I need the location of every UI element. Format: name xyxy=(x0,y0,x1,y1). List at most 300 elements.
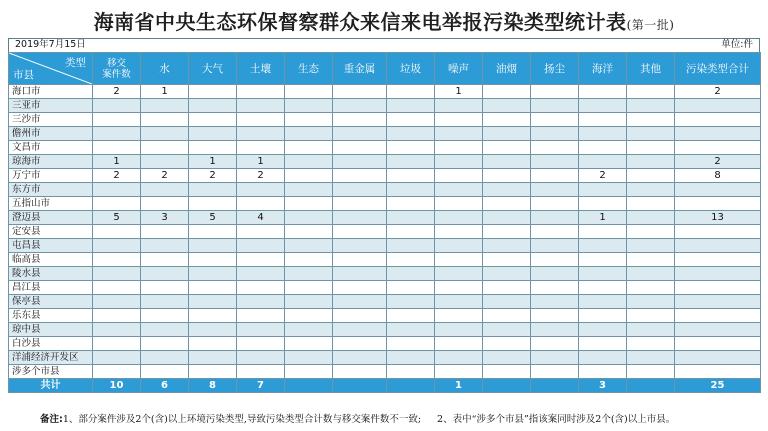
table-cell xyxy=(93,267,141,281)
total-cell: 1 xyxy=(435,379,483,393)
table-cell xyxy=(93,323,141,337)
table-cell xyxy=(579,281,627,295)
table-cell xyxy=(579,309,627,323)
table-cell xyxy=(141,99,189,113)
table-cell xyxy=(333,253,387,267)
table-cell xyxy=(285,295,333,309)
table-row xyxy=(9,197,761,211)
table-cell xyxy=(579,323,627,337)
table-row xyxy=(9,253,761,267)
table-row xyxy=(9,85,761,99)
table-cell xyxy=(483,141,531,155)
table-cell xyxy=(285,365,333,379)
table-cell xyxy=(483,225,531,239)
table-cell: 1 xyxy=(579,211,627,225)
table-row xyxy=(9,183,761,197)
table-cell xyxy=(189,141,237,155)
table-cell xyxy=(387,169,435,183)
row-city: 昌江县 xyxy=(9,281,93,295)
row-city: 定安县 xyxy=(9,225,93,239)
col-header: 其他 xyxy=(627,53,675,85)
col-header: 土壤 xyxy=(237,53,285,85)
col-header: 生态 xyxy=(285,53,333,85)
row-city: 涉多个市县 xyxy=(9,365,93,379)
table-cell xyxy=(189,113,237,127)
row-city: 三亚市 xyxy=(9,99,93,113)
table-cell: 1 xyxy=(141,85,189,99)
table-cell xyxy=(189,253,237,267)
table-cell xyxy=(333,267,387,281)
table-cell: 2 xyxy=(189,169,237,183)
header-diagonal-cell xyxy=(9,53,93,85)
table-row xyxy=(9,365,761,379)
table-cell xyxy=(237,113,285,127)
table-cell xyxy=(483,365,531,379)
table-cell xyxy=(387,337,435,351)
footnote-item-2: 2、表中“涉多个市县”指该案同时涉及2个(含)以上市县。 xyxy=(437,414,676,425)
table-cell xyxy=(333,183,387,197)
table-cell xyxy=(387,239,435,253)
row-city: 临高县 xyxy=(9,253,93,267)
table-cell xyxy=(189,225,237,239)
table-cell xyxy=(579,239,627,253)
table-cell xyxy=(627,127,675,141)
table-cell xyxy=(237,239,285,253)
table-cell xyxy=(237,281,285,295)
table-cell xyxy=(387,323,435,337)
total-label: 共计 xyxy=(9,379,93,393)
total-cell: 3 xyxy=(579,379,627,393)
table-cell xyxy=(483,127,531,141)
table-cell xyxy=(531,155,579,169)
table-cell xyxy=(333,127,387,141)
table-cell xyxy=(387,309,435,323)
table-cell: 1 xyxy=(189,155,237,169)
table-cell xyxy=(387,351,435,365)
table-cell xyxy=(93,183,141,197)
table-cell xyxy=(675,309,761,323)
table-cell xyxy=(675,351,761,365)
table-cell xyxy=(675,281,761,295)
table-cell xyxy=(141,365,189,379)
table-cell xyxy=(333,351,387,365)
col-header: 大气 xyxy=(189,53,237,85)
table-cell xyxy=(387,253,435,267)
table-cell xyxy=(675,253,761,267)
total-cell xyxy=(333,379,387,393)
table-cell xyxy=(483,351,531,365)
table-cell xyxy=(435,295,483,309)
table-cell xyxy=(189,239,237,253)
table-cell xyxy=(237,337,285,351)
table-cell xyxy=(237,197,285,211)
table-cell: 2 xyxy=(579,169,627,183)
table-cell xyxy=(237,99,285,113)
table-cell xyxy=(387,365,435,379)
table-cell xyxy=(387,113,435,127)
table-cell xyxy=(333,225,387,239)
table-cell xyxy=(483,99,531,113)
table-cell xyxy=(93,197,141,211)
total-cell: 6 xyxy=(141,379,189,393)
table-cell xyxy=(333,141,387,155)
table-cell xyxy=(285,239,333,253)
table-cell xyxy=(675,365,761,379)
table-cell xyxy=(387,197,435,211)
table-cell xyxy=(531,337,579,351)
table-cell xyxy=(483,211,531,225)
table-cell xyxy=(675,127,761,141)
table-cell xyxy=(237,295,285,309)
table-cell xyxy=(579,365,627,379)
table-cell xyxy=(141,155,189,169)
table-cell xyxy=(675,337,761,351)
table-cell xyxy=(531,211,579,225)
row-city: 五指山市 xyxy=(9,197,93,211)
table-cell xyxy=(627,99,675,113)
table-cell xyxy=(531,197,579,211)
col-header-line: 移交 xyxy=(106,57,126,69)
table-cell xyxy=(627,169,675,183)
table-cell xyxy=(627,211,675,225)
total-cell xyxy=(627,379,675,393)
footnote xyxy=(40,411,768,425)
table-cell xyxy=(435,351,483,365)
table-cell xyxy=(285,211,333,225)
table-cell xyxy=(483,281,531,295)
header-type-label: 类型 xyxy=(65,57,86,69)
total-cell xyxy=(387,379,435,393)
table-cell xyxy=(675,99,761,113)
table-cell xyxy=(333,197,387,211)
table-cell xyxy=(189,323,237,337)
table-cell xyxy=(93,239,141,253)
table-row xyxy=(9,211,761,225)
table-cell xyxy=(483,169,531,183)
table-cell xyxy=(579,225,627,239)
table-cell xyxy=(189,295,237,309)
table-cell xyxy=(627,239,675,253)
table-cell xyxy=(483,155,531,169)
table-cell xyxy=(141,295,189,309)
table-cell xyxy=(285,323,333,337)
total-cell: 7 xyxy=(237,379,285,393)
table-cell: 2 xyxy=(675,85,761,99)
table-cell xyxy=(285,141,333,155)
table-cell xyxy=(627,85,675,99)
footnote-item-1: 1、部分案件涉及2个(含)以上环境污染类型,导致污染类型合计数与移交案件数不一致; xyxy=(62,414,422,425)
table-cell xyxy=(627,309,675,323)
table-cell xyxy=(387,267,435,281)
table-cell xyxy=(483,85,531,99)
total-cell xyxy=(483,379,531,393)
table-cell xyxy=(579,155,627,169)
table-cell xyxy=(483,183,531,197)
title-suffix: (第一批) xyxy=(626,18,675,32)
col-header: 垃圾 xyxy=(387,53,435,85)
table-cell: 2 xyxy=(93,169,141,183)
table-cell xyxy=(579,337,627,351)
row-city: 东方市 xyxy=(9,183,93,197)
table-cell xyxy=(285,127,333,141)
table-cell xyxy=(483,197,531,211)
table-cell: 8 xyxy=(675,169,761,183)
table-cell xyxy=(435,253,483,267)
table-cell xyxy=(93,253,141,267)
table-cell xyxy=(237,253,285,267)
table-cell xyxy=(333,211,387,225)
table-cell xyxy=(333,113,387,127)
table-cell xyxy=(579,99,627,113)
table-cell xyxy=(435,155,483,169)
table-cell xyxy=(531,85,579,99)
table-cell: 1 xyxy=(237,155,285,169)
table-cell xyxy=(333,155,387,169)
table-cell xyxy=(93,281,141,295)
table-cell xyxy=(675,113,761,127)
table-row xyxy=(9,309,761,323)
table-cell xyxy=(285,309,333,323)
table-cell xyxy=(189,267,237,281)
table-cell xyxy=(579,253,627,267)
table-cell xyxy=(237,183,285,197)
table-cell xyxy=(483,267,531,281)
table-row xyxy=(9,99,761,113)
total-cell: 25 xyxy=(675,379,761,393)
table-cell xyxy=(333,85,387,99)
unit-label: 单位:件 xyxy=(721,39,753,50)
table-cell xyxy=(141,281,189,295)
table-cell xyxy=(237,365,285,379)
row-city: 白沙县 xyxy=(9,337,93,351)
table-cell xyxy=(141,183,189,197)
table-cell xyxy=(285,169,333,183)
table-cell xyxy=(387,295,435,309)
table-cell xyxy=(93,337,141,351)
table-cell xyxy=(627,337,675,351)
table-cell xyxy=(627,197,675,211)
table-row xyxy=(9,351,761,365)
row-city: 陵水县 xyxy=(9,267,93,281)
table-cell xyxy=(483,309,531,323)
table-cell xyxy=(237,351,285,365)
table-cell xyxy=(675,197,761,211)
table-cell xyxy=(333,309,387,323)
row-city: 屯昌县 xyxy=(9,239,93,253)
table-cell xyxy=(141,253,189,267)
table-cell xyxy=(627,351,675,365)
row-city: 洋浦经济开发区 xyxy=(9,351,93,365)
total-cell xyxy=(531,379,579,393)
row-city: 保亭县 xyxy=(9,295,93,309)
table-cell xyxy=(531,295,579,309)
table-cell xyxy=(141,127,189,141)
table-cell xyxy=(483,253,531,267)
total-cell: 10 xyxy=(93,379,141,393)
col-header: 重金属 xyxy=(333,53,387,85)
table-cell xyxy=(387,155,435,169)
table-cell xyxy=(333,99,387,113)
table-cell xyxy=(189,99,237,113)
table-row xyxy=(9,141,761,155)
table-cell xyxy=(483,113,531,127)
table-cell xyxy=(237,323,285,337)
table-cell xyxy=(141,337,189,351)
table-cell xyxy=(675,323,761,337)
table-cell: 4 xyxy=(237,211,285,225)
table-cell xyxy=(531,183,579,197)
table-row xyxy=(9,169,761,183)
table-cell: 13 xyxy=(675,211,761,225)
table-cell xyxy=(93,365,141,379)
table-cell: 2 xyxy=(93,85,141,99)
table-cell xyxy=(285,253,333,267)
table-cell xyxy=(387,211,435,225)
table-cell xyxy=(435,127,483,141)
table-cell xyxy=(93,295,141,309)
footnote-label: 备注: xyxy=(40,414,63,425)
total-row xyxy=(9,379,761,393)
table-cell xyxy=(435,225,483,239)
table-cell xyxy=(435,281,483,295)
table-cell xyxy=(285,113,333,127)
table-cell xyxy=(675,141,761,155)
row-city: 万宁市 xyxy=(9,169,93,183)
table-cell xyxy=(387,225,435,239)
col-header: 污染类型合计 xyxy=(675,53,761,85)
table-cell xyxy=(141,141,189,155)
table-cell xyxy=(387,183,435,197)
table-cell xyxy=(93,127,141,141)
table-cell xyxy=(531,323,579,337)
table-cell xyxy=(189,337,237,351)
table-row xyxy=(9,337,761,351)
table-cell xyxy=(435,211,483,225)
table-cell xyxy=(435,197,483,211)
total-cell xyxy=(285,379,333,393)
table-row xyxy=(9,113,761,127)
table-cell xyxy=(285,351,333,365)
table-cell xyxy=(387,127,435,141)
col-header: 扬尘 xyxy=(531,53,579,85)
header-row xyxy=(9,53,761,85)
table-cell: 5 xyxy=(189,211,237,225)
table-cell xyxy=(627,323,675,337)
table-cell xyxy=(531,239,579,253)
table-cell xyxy=(93,309,141,323)
table-cell xyxy=(333,365,387,379)
table-cell: 2 xyxy=(237,169,285,183)
col-header-line: 案件数 xyxy=(102,68,131,80)
row-city: 琼中县 xyxy=(9,323,93,337)
row-city: 儋州市 xyxy=(9,127,93,141)
table-cell xyxy=(531,141,579,155)
table-row xyxy=(9,239,761,253)
table-cell xyxy=(531,281,579,295)
table-cell xyxy=(579,295,627,309)
table-cell xyxy=(141,113,189,127)
table-cell xyxy=(579,113,627,127)
table-cell xyxy=(627,295,675,309)
table-cell xyxy=(627,113,675,127)
table-row xyxy=(9,295,761,309)
table-cell xyxy=(435,365,483,379)
table-cell xyxy=(435,141,483,155)
table-cell xyxy=(285,281,333,295)
total-cell: 8 xyxy=(189,379,237,393)
table-cell xyxy=(435,239,483,253)
table-cell xyxy=(531,309,579,323)
table-cell xyxy=(531,267,579,281)
table-row xyxy=(9,155,761,169)
table-cell xyxy=(531,253,579,267)
table-cell xyxy=(579,183,627,197)
table-cell xyxy=(579,141,627,155)
table-cell xyxy=(435,323,483,337)
table-cell xyxy=(141,323,189,337)
table-cell xyxy=(285,183,333,197)
table-cell xyxy=(189,351,237,365)
table-cell xyxy=(333,281,387,295)
row-city: 三沙市 xyxy=(9,113,93,127)
table-cell xyxy=(627,225,675,239)
table-cell xyxy=(333,169,387,183)
table-cell xyxy=(333,323,387,337)
col-header: 海洋 xyxy=(579,53,627,85)
row-city: 海口市 xyxy=(9,85,93,99)
table-cell xyxy=(627,253,675,267)
table-row xyxy=(9,225,761,239)
table-cell xyxy=(627,155,675,169)
table-cell xyxy=(531,351,579,365)
table-cell: 3 xyxy=(141,211,189,225)
table-cell xyxy=(189,85,237,99)
table-cell xyxy=(435,99,483,113)
col-header: 噪声 xyxy=(435,53,483,85)
table-cell xyxy=(483,337,531,351)
statistics-table xyxy=(8,52,761,393)
table-cell xyxy=(627,183,675,197)
table-cell xyxy=(333,239,387,253)
table-cell xyxy=(189,281,237,295)
title-text: 海南省中央生态环保督察群众来信来电举报污染类型统计表 xyxy=(93,10,627,34)
header-city-label: 市县 xyxy=(13,69,34,81)
table-cell xyxy=(675,225,761,239)
col-header: 水 xyxy=(141,53,189,85)
table-cell: 5 xyxy=(93,211,141,225)
table-cell xyxy=(93,351,141,365)
table-cell xyxy=(435,309,483,323)
table-cell xyxy=(483,239,531,253)
table-cell xyxy=(333,337,387,351)
table-row xyxy=(9,323,761,337)
row-city: 澄迈县 xyxy=(9,211,93,225)
table-cell xyxy=(237,85,285,99)
table-cell xyxy=(531,113,579,127)
table-cell xyxy=(93,99,141,113)
table-cell xyxy=(531,99,579,113)
table-cell xyxy=(189,183,237,197)
table-cell xyxy=(285,267,333,281)
table-cell xyxy=(141,351,189,365)
table-cell xyxy=(435,169,483,183)
table-cell xyxy=(285,85,333,99)
table-cell xyxy=(675,239,761,253)
table-cell xyxy=(435,113,483,127)
table-cell xyxy=(579,127,627,141)
table-cell xyxy=(285,155,333,169)
table-cell xyxy=(237,127,285,141)
